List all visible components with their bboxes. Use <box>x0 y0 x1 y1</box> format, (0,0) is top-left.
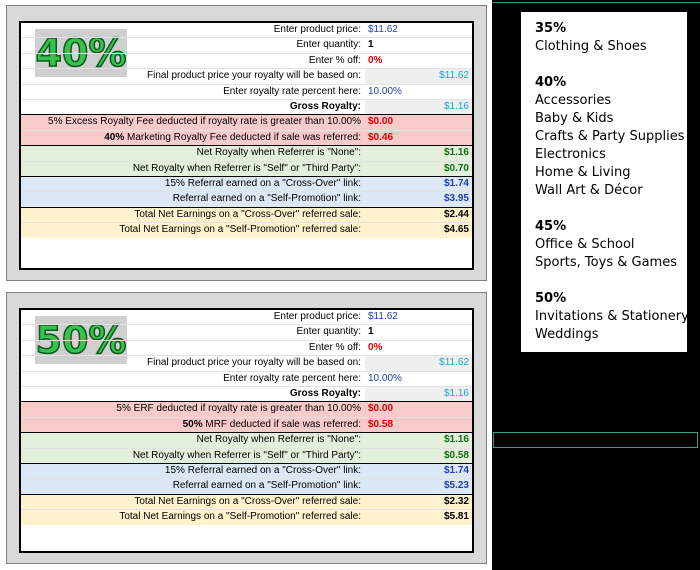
selected-cell[interactable] <box>493 432 698 448</box>
row-label: 5% Excess Royalty Fee deducted if royalty rate is greater than 10.00% <box>48 116 361 128</box>
referral-crossover-value: $1.74 <box>443 464 469 476</box>
category-item: Weddings <box>535 327 599 342</box>
gross-royalty-value: $1.16 <box>413 387 472 401</box>
net-royalty-none-value: $1.16 <box>443 434 469 446</box>
category-item: Wall Art & Décor <box>535 183 643 198</box>
row-value2 <box>413 402 472 416</box>
calculator-sheet <box>19 308 474 553</box>
row-label: Enter product price: <box>273 24 361 35</box>
row-label: Enter royalty rate percent here: <box>223 85 361 97</box>
row-value <box>365 464 413 478</box>
row-label: Net Royalty when Referrer is "None": <box>196 434 361 446</box>
row-label: Enter % off: <box>308 341 361 353</box>
row-quantity <box>21 325 472 340</box>
row-label: Total Net Earnings on a "Cross-Over" referred sale: <box>134 495 361 507</box>
row-royalty-rate <box>21 85 472 100</box>
row-product-price <box>21 310 472 325</box>
row-value2 <box>413 341 472 355</box>
row-label: Gross Royalty: <box>289 387 361 399</box>
row-value <box>365 100 413 114</box>
row-label: 15% Referral earned on a "Cross-Over" link: <box>164 464 361 476</box>
row-label: 5% ERF deducted if royalty rate is greater than 10.00% <box>116 403 361 415</box>
row-value2 <box>413 23 472 37</box>
row-label: Referral earned on a "Self-Promotion" link: <box>172 480 361 492</box>
net-royalty-none-value: $1.16 <box>443 147 469 159</box>
row-value <box>365 433 413 447</box>
category-item: Baby & Kids <box>535 111 614 126</box>
row-value2 <box>413 131 472 145</box>
rate-badge-text: 50% <box>35 318 127 362</box>
category-item: Crafts & Party Supplies <box>535 129 685 144</box>
row-value <box>365 177 413 191</box>
row-product-price <box>21 23 472 38</box>
row-referral-crossover <box>21 177 472 192</box>
referral-selfpromo-value: $3.95 <box>443 193 469 205</box>
row-label: Enter quantity: <box>296 39 361 51</box>
row-value <box>365 208 413 222</box>
referral-selfpromo-value: $5.23 <box>443 480 469 492</box>
gross-royalty-value: $1.16 <box>413 100 472 114</box>
category-item: Sports, Toys & Games <box>535 255 677 270</box>
row-total-selfpromo <box>21 510 472 525</box>
row-marketing-fee <box>21 418 472 433</box>
row-label: Gross Royalty: <box>289 100 361 112</box>
total-crossover-value: $2.44 <box>443 208 469 220</box>
row-percent-off <box>21 54 472 69</box>
royalty-rate-input[interactable]: 10.00% <box>368 85 402 97</box>
row-final-price <box>21 69 472 84</box>
row-value2 <box>413 85 472 99</box>
row-value <box>365 356 413 370</box>
row-value <box>365 162 413 176</box>
row-value2 <box>413 54 472 68</box>
row-value <box>365 387 413 401</box>
category-item: Home & Living <box>535 165 631 180</box>
row-value <box>365 449 413 463</box>
row-value <box>365 510 413 525</box>
row-final-price <box>21 356 472 371</box>
row-referral-selfpromo <box>21 479 472 494</box>
row-label: Referral earned on a "Self-Promotion" link: <box>172 193 361 205</box>
row-value2 <box>413 38 472 52</box>
row-total-crossover <box>21 208 472 223</box>
row-excess-fee <box>21 115 472 130</box>
row-value2 <box>413 418 472 432</box>
row-label: Total Net Earnings on a "Self-Promotion" referred sale: <box>119 511 361 523</box>
row-excess-fee <box>21 402 472 417</box>
percent-off-input[interactable]: 0% <box>368 54 383 66</box>
cell-border-line <box>492 2 700 3</box>
row-value2 <box>413 325 472 339</box>
row-label <box>21 418 365 432</box>
marketing-fee-value: $0.46 <box>368 131 394 143</box>
category-group-40 <box>535 74 685 200</box>
row-value2 <box>413 372 472 386</box>
quantity-input[interactable]: 1 <box>368 326 374 338</box>
row-value <box>365 479 413 493</box>
category-rate: 50% <box>535 291 567 306</box>
category-group-50 <box>535 290 689 344</box>
fee-label-rest: MRF deducted if sale was referred: <box>202 418 361 430</box>
calculator-panel-40 <box>6 5 487 281</box>
row-referral-selfpromo <box>21 192 472 207</box>
row-label: Net Royalty when Referrer is "None": <box>196 147 361 159</box>
row-gross-royalty <box>21 387 472 402</box>
row-total-selfpromo <box>21 223 472 238</box>
row-label: Enter % off: <box>308 54 361 66</box>
excess-fee-value: $0.00 <box>368 403 394 415</box>
net-royalty-referred-value: $0.58 <box>443 449 469 461</box>
marketing-fee-value: $0.58 <box>368 418 394 430</box>
fee-label-rest: Marketing Royalty Fee deducted if sale was referred: <box>124 131 361 143</box>
row-quantity <box>21 38 472 53</box>
row-label: Enter quantity: <box>296 326 361 338</box>
total-selfpromo-value: $5.81 <box>443 511 469 523</box>
final-price-value: $11.62 <box>413 356 472 370</box>
net-royalty-referred-value: $0.70 <box>443 162 469 174</box>
row-value2 <box>413 115 472 129</box>
row-value <box>365 223 413 238</box>
fee-percent: 50% <box>182 418 203 430</box>
row-label: 15% Referral earned on a "Cross-Over" link: <box>164 177 361 189</box>
row-value <box>365 69 413 83</box>
royalty-rate-input[interactable]: 10.00% <box>368 372 402 384</box>
row-marketing-fee <box>21 131 472 146</box>
total-crossover-value: $2.32 <box>443 495 469 507</box>
row-label: Net Royalty when Referrer is "Self" or "Third Party": <box>132 162 361 174</box>
final-price-value: $11.62 <box>413 69 472 83</box>
row-value <box>365 146 413 160</box>
total-selfpromo-value: $4.65 <box>443 224 469 236</box>
row-net-royalty-none <box>21 433 472 448</box>
percent-off-input[interactable]: 0% <box>368 341 383 353</box>
category-item: Office & School <box>535 237 635 252</box>
row-value <box>365 495 413 509</box>
row-referral-crossover <box>21 464 472 479</box>
product-price-input[interactable]: $11.62 <box>368 311 398 322</box>
row-label: Total Net Earnings on a "Self-Promotion" referred sale: <box>119 224 361 236</box>
category-item: Accessories <box>535 93 612 108</box>
row-label: Final product price your royalty will be based on: <box>147 70 361 82</box>
row-value2 <box>413 310 472 324</box>
rate-badge-text: 40% <box>35 31 127 75</box>
row-label: Final product price your royalty will be based on: <box>147 357 361 369</box>
row-label: Enter royalty rate percent here: <box>223 372 361 384</box>
row-net-royalty-referred <box>21 162 472 177</box>
row-net-royalty-none <box>21 146 472 161</box>
row-label: Enter product price: <box>273 311 361 322</box>
row-value <box>365 192 413 206</box>
fee-percent: 40% <box>104 131 125 143</box>
category-rate: 45% <box>535 219 567 234</box>
row-percent-off <box>21 341 472 356</box>
excess-fee-value: $0.00 <box>368 116 394 128</box>
row-label: Net Royalty when Referrer is "Self" or "Third Party": <box>132 449 361 461</box>
row-royalty-rate <box>21 372 472 387</box>
row-label: Total Net Earnings on a "Cross-Over" referred sale: <box>134 208 361 220</box>
category-item: Electronics <box>535 147 606 162</box>
category-rate: 40% <box>535 75 567 90</box>
category-group-45 <box>535 218 677 272</box>
category-item: Clothing & Shoes <box>535 39 647 54</box>
calculator-panel-50 <box>6 292 487 564</box>
row-net-royalty-referred <box>21 449 472 464</box>
calculator-sheet <box>19 21 474 270</box>
row-label <box>21 131 365 145</box>
row-total-crossover <box>21 495 472 510</box>
referral-crossover-value: $1.74 <box>443 177 469 189</box>
product-price-input[interactable]: $11.62 <box>368 24 398 35</box>
quantity-input[interactable]: 1 <box>368 39 374 51</box>
category-item: Invitations & Stationery <box>535 309 689 324</box>
category-rate: 35% <box>535 21 567 36</box>
category-group-35 <box>535 20 673 56</box>
row-gross-royalty <box>21 100 472 115</box>
category-rate-list <box>521 12 687 352</box>
